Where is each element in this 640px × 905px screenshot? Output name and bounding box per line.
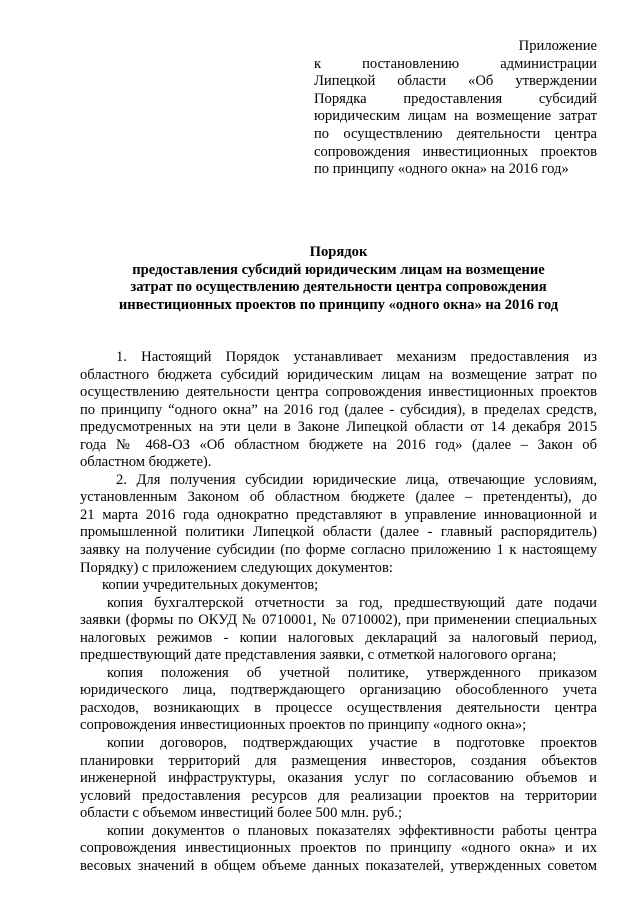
paragraph-line: предусмотренных на эти цели в Законе Липецкой области от 14 декабря 2015: [80, 419, 597, 436]
list-item-line: копии документов о плановых показателях эффективности работы центра: [107, 822, 597, 839]
list-item-line: копия бухгалтерской отчетности за год, предшествующий дате подачи: [107, 594, 597, 611]
document-body: [80, 349, 597, 875]
paragraph-line: 1. Настоящий Порядок устанавливает механизм предоставления из: [116, 349, 597, 365]
list-item-line: копия положения об учетной политике, утвержденного приказом: [107, 664, 597, 681]
paragraph-line: установленным Законом об областном бюджете (далее – претенденты), до: [80, 489, 597, 506]
paragraph-line: промышленной политики Липецкой области (далее - главный распорядитель): [80, 524, 597, 541]
appendix-line: Порядка предоставления субсидий: [314, 90, 597, 107]
appendix-line: Приложение: [518, 38, 597, 54]
title-line: затрат по осуществлению деятельности центра сопровождения: [130, 279, 547, 295]
list-item-line: копии учредительных документов;: [102, 577, 319, 594]
appendix-line: по принципу «одного окна» на 2016 год»: [314, 161, 569, 178]
list-item-line: предшествующий дате представления заявки, с отметкой налогового органа;: [80, 647, 557, 664]
list-item-line: сопровождения инвестиционных проектов по принципу «одного окна» и их: [80, 840, 597, 857]
title-heading: Порядок: [309, 244, 368, 260]
paragraph-line: года № 468-ОЗ «Об областном бюджете на 2016 год» (далее – Закон об: [80, 436, 597, 453]
list-item-line: сопровождения инвестиционных проектов по принципу «одного окна»;: [80, 717, 527, 734]
list-item-line: заявки (формы по ОКУД № 0710001, № 0710002), при применении специальных: [80, 612, 597, 629]
document-title: [80, 244, 597, 314]
paragraph-line: осуществлению деятельности центра сопровождения инвестиционных проектов: [80, 384, 597, 401]
list-item-line: весовых значений в общем объеме данных показателей, утвержденных советом: [80, 857, 597, 874]
paragraph-line: 21 марта 2016 года однократно представляют в управление инновационной и: [80, 506, 597, 523]
appendix-line: юридическим лицам на возмещение затрат: [314, 108, 597, 125]
list-item-line: расходов, возникающих в процессе осуществления деятельности центра: [80, 699, 597, 716]
appendix-line: по осуществлению деятельности центра: [314, 125, 597, 142]
list-item-line: инженерной инфраструктуры, оказания услуг по согласованию объемов и: [80, 770, 597, 787]
appendix-line: сопровождения инвестиционных проектов: [314, 143, 597, 160]
list-item-line: планировки территорий для размещения инвесторов, создания объектов: [80, 752, 597, 769]
appendix-line: к постановлению администрации: [314, 55, 597, 72]
paragraph-line: областном бюджете).: [80, 454, 212, 471]
paragraph-line: Порядку) с приложением следующих документов:: [80, 559, 393, 576]
list-item-line: области с объемом инвестиций более 500 млн. руб.;: [80, 805, 403, 822]
title-line: предоставления субсидий юридическим лицам на возмещение: [132, 261, 545, 278]
paragraph-line: областного бюджета субсидий юридическим лицам на возмещение затрат по: [80, 366, 597, 383]
paragraph-line: 2. Для получения субсидии юридические лица, отвечающие условиям,: [116, 471, 597, 488]
list-item-line: налоговых режимов - копии налоговых деклараций за налоговый период,: [80, 629, 597, 646]
paragraph-line: заявку на получение субсидии (по форме согласно приложению 1 к настоящему: [80, 542, 597, 559]
list-item-line: условий предоставления ресурсов для реализации проектов на территории: [80, 787, 597, 804]
title-line: инвестиционных проектов по принципу «одного окна» на 2016 год: [118, 296, 559, 313]
list-item-line: копии договоров, подтверждающих участие в подготовке проектов: [107, 735, 597, 752]
appendix-line: Липецкой области «Об утверждении: [314, 73, 597, 90]
paragraph-line: по принципу “одного окна” на 2016 год (далее - субсидия), в пределах средств,: [80, 401, 597, 418]
appendix-block: [314, 38, 597, 179]
list-item-line: юридического лица, подтверждающего организацию обособленного учета: [80, 682, 597, 699]
